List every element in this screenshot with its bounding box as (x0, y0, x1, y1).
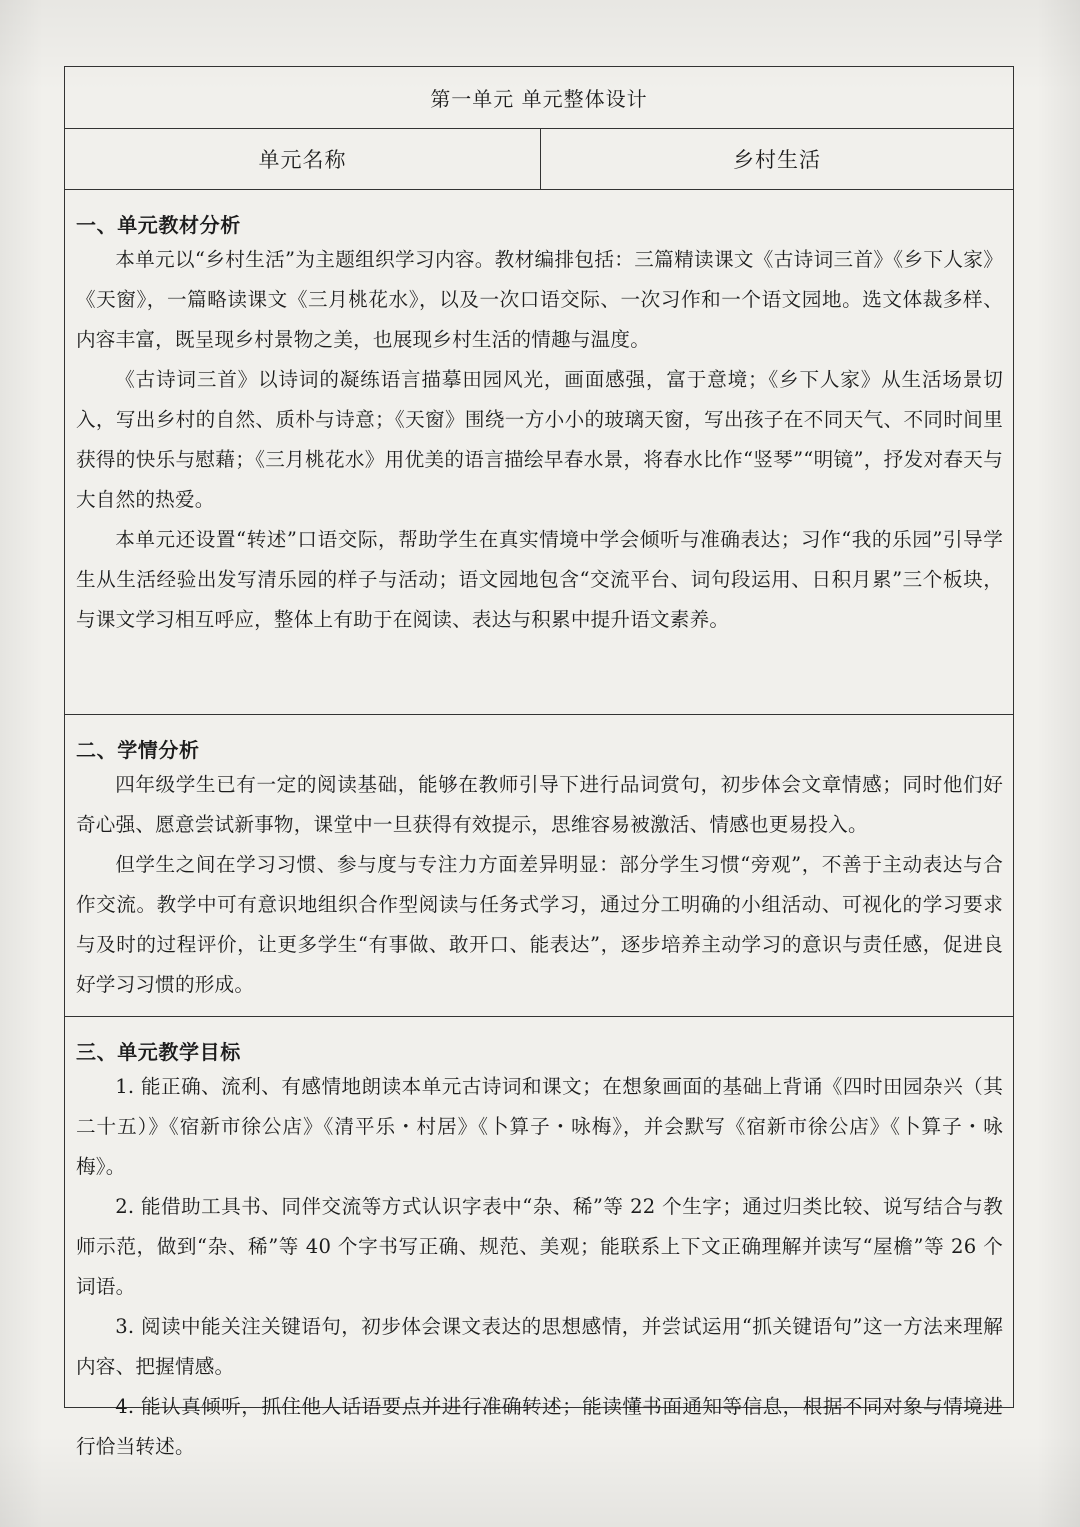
section-heading: 三、单元教学目标 (76, 1040, 241, 1064)
section-paragraph: 但学生之间在学习习惯、参与度与专注力方面差异明显：部分学生习惯“旁观”，不善于主动表达与合作交流。教学中可有意识地组织合作型阅读与任务式学习，通过分工明确的小组活动、可视化的学习要求与及时的过程评价，让更多学生“有事做、敢开口、能表达”，逐步培养主动学习的意识与责任感，促进良好学习习惯的形成。 (76, 853, 1003, 996)
goal-item: 1. 能正确、流利、有感情地朗读本单元古诗词和课文；在想象画面的基础上背诵《四时田园杂兴（其二十五）》《宿新市徐公店》《清平乐・村居》《卜算子・咏梅》，并会默写《宿新市徐公店》《卜算子・咏梅》。 (76, 1075, 1003, 1178)
unit-name-row (65, 129, 1013, 190)
section-paragraph: 《古诗词三首》以诗词的凝练语言描摹田园风光，画面感强，富于意境；《乡下人家》从生活场景切入，写出乡村的自然、质朴与诗意；《天窗》围绕一方小小的玻璃天窗，写出孩子在不同天气、不同时间里获得的快乐与慰藉；《三月桃花水》用优美的语言描绘早春水景，将春水比作“竖琴”“明镜”，抒发对春天与大自然的热爱。 (76, 368, 1003, 511)
goal-item: 3. 阅读中能关注关键语句，初步体会课文表达的思想感情，并尝试运用“抓关键语句”这一方法来理解内容、把握情感。 (76, 1315, 1003, 1378)
section-heading: 一、单元教材分析 (76, 213, 241, 237)
goal-item: 4. 能认真倾听，抓住他人话语要点并进行准确转述；能读懂书面通知等信息，根据不同对象与情境进行恰当转述。 (76, 1395, 1003, 1458)
unit-design-table (64, 66, 1014, 1458)
section-paragraph: 本单元以“乡村生活”为主题组织学习内容。教材编排包括：三篇精读课文《古诗词三首》《乡下人家》《天窗》，一篇略读课文《三月桃花水》，以及一次口语交际、一次习作和一个语文园地。选文体裁多样、内容丰富，既呈现乡村景物之美，也展现乡村生活的情趣与温度。 (76, 248, 1003, 351)
unit-name-label: 单元名称 (65, 129, 541, 189)
section-student-analysis (65, 715, 1013, 1017)
unit-name-value: 乡村生活 (733, 148, 821, 172)
section-paragraph: 本单元还设置“转述”口语交际，帮助学生在真实情境中学会倾听与准确表达；习作“我的乐园”引导学生从生活经验出发写清乐园的样子与活动；语文园地包含“交流平台、词句段运用、日积月累”三个板块，与课文学习相互呼应，整体上有助于在阅读、表达与积累中提升语文素养。 (76, 528, 1003, 631)
table-title: 第一单元 单元整体设计 (65, 67, 1013, 129)
section-paragraph: 四年级学生已有一定的阅读基础，能够在教师引导下进行品词赏句，初步体会文章情感；同时他们好奇心强、愿意尝试新事物，课堂中一旦获得有效提示，思维容易被激活、情感也更易投入。 (76, 773, 1003, 836)
section-material-analysis (65, 190, 1013, 715)
goal-item: 2. 能借助工具书、同伴交流等方式认识字表中“杂、稀”等 22 个生字；通过归类比较、说写结合与教师示范，做到“杂、稀”等 40 个字书写正确、规范、美观；能联系上下文正确理解并读写“屋檐”等 26 个词语。 (76, 1195, 1003, 1298)
section-teaching-goals (65, 1017, 1013, 1458)
section-heading: 二、学情分析 (76, 738, 200, 762)
